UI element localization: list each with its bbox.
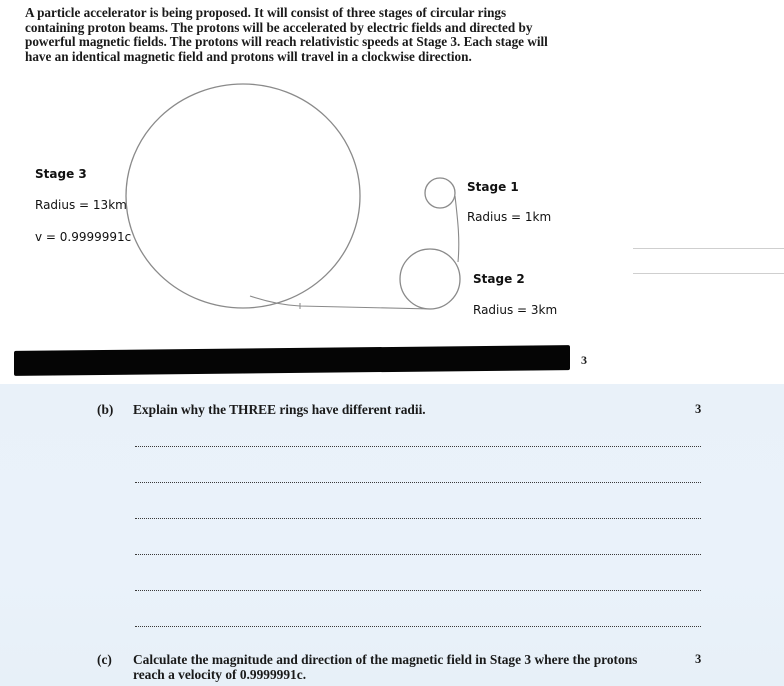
answer-line-1[interactable] — [135, 446, 701, 447]
stage3-radius: Radius = 13km — [35, 198, 127, 212]
intro-paragraph: A particle accelerator is being proposed. It will consist of three stages of circular rings containing proton beams. The protons will be accelerated by electric fields and directed by powerful magnetic fields. The protons will reach relativistic speeds at Stage 3. Each stage will have an identical magnetic field and protons will travel in a clockwise direction. — [25, 5, 548, 64]
question-c-marks: 3 — [695, 652, 702, 666]
answer-line-6[interactable] — [135, 626, 701, 627]
answer-line-5[interactable] — [135, 590, 701, 591]
stage2-title: Stage 2 — [473, 272, 525, 286]
question-b-text: Explain why the THREE rings have different radii. — [133, 402, 426, 417]
question-b-c-section — [0, 384, 784, 686]
question-a-marks: 3 — [581, 353, 587, 367]
question-b-label: (b) — [97, 402, 114, 417]
side-rule-1 — [633, 248, 784, 249]
stage2-radius: Radius = 3km — [473, 303, 558, 317]
question-c-text: Calculate the magnitude and direction of the magnetic field in Stage 3 where the protons reach a velocity of 0.9999991c. — [133, 652, 638, 682]
question-b-marks: 3 — [695, 402, 702, 416]
stage1-title: Stage 1 — [467, 180, 519, 194]
answer-line-3[interactable] — [135, 518, 701, 519]
stage1-radius: Radius = 1km — [467, 210, 552, 224]
stage3-ring — [126, 84, 360, 308]
stage1-ring — [425, 178, 455, 208]
stage2-ring — [400, 249, 460, 309]
transfer-line-1-2 — [455, 196, 459, 262]
answer-line-2[interactable] — [135, 482, 701, 483]
answer-line-4[interactable] — [135, 554, 701, 555]
stage3-velocity: v = 0.9999991c — [35, 230, 132, 244]
question-c-label: (c) — [97, 652, 112, 667]
side-rule-2 — [633, 273, 784, 274]
stage3-title: Stage 3 — [35, 167, 87, 181]
